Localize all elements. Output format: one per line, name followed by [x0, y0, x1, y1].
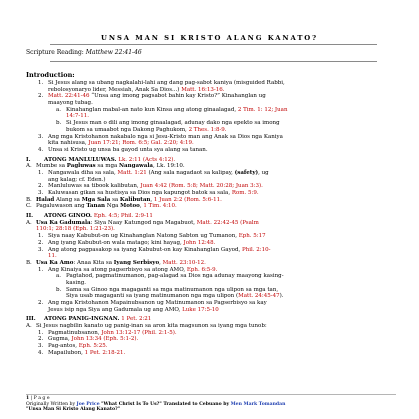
- intro-item-1: 1. Si Jesus alang sa ubang nagkalahi-lahi ang dang pag-sabot kaniya (misguided Rabbi,: [38, 80, 285, 86]
- footer-title: "Unsa Man Si Kristo Alang Kanato?": [26, 407, 121, 413]
- footer-credit: Originally Written by Joe Price "What Christ Is To Us?" Translated to Cebuano by Men Mark Tomandan: [26, 401, 286, 407]
- intro-heading: Introduction:: [26, 71, 75, 79]
- section-1-c: C. Pagaluwason ang Tanan Nga Motoo, 1 Tim. 4:10.: [26, 203, 177, 210]
- intro-item-2b: b. Si Jesus man o dili ang imong ginaalagad, adunay dako nga epekto sa imong: [56, 120, 280, 127]
- section-3-a-4: 4. Mapailubon, 1 Pet. 2:18-21.: [38, 349, 126, 356]
- intro-item-1-cont: rebolosyonaryo lider, Messiah, Anak Sa Dios...) Matt. 16:13-16.: [48, 86, 225, 93]
- scripture-reading: [26, 49, 142, 56]
- section-2-a-1: 1. Siya naay Kabubut-on ug Kinahanglan Natong Sabton ug Tumanon, Eph. 5:17: [38, 233, 266, 240]
- intro-item-3: 3. Ang mga Kristohanon nakabalo nga si Jesu-Kristo man ang Anak sa Dios nga Kaniya: [38, 133, 283, 140]
- section-2-a-3-cont: 11.: [48, 253, 57, 260]
- section-2-a-2: 2. Ang iyang Kabubut-on wala matago; kini hayag, John 12:48.: [38, 239, 216, 246]
- section-2-heading: II. ATONG GINOO. Eph. 4:5; Phil. 2:9-11: [26, 213, 153, 220]
- title-divider: [50, 44, 377, 45]
- intro-item-2: 2. Matt. 22:41-46 “Unsa ang imong pagsabot bahin kay Kristo?” Kinahanglan ug: [38, 93, 266, 100]
- section-1-a-1: 1. Nangawala diha sa sala, Matt. 1:21 (Ang sala nagadaot sa kalipay, (safety), ug: [38, 169, 269, 176]
- section-1-a-3: 3. Kaluwasan gikan sa hustisya sa Dios nga kapungot batok sa sala, Rom. 5:9.: [38, 190, 259, 196]
- section-2-b-1-b-cont: Siya usab magaganti sa iyang matinumanon nga mga ulipon (Matt. 24:45-47).: [66, 293, 284, 300]
- intro-item-3-cont: kita nahisusa, Juan 17:21; Rom. 6:5; Gal. 2:20; 4:19.: [48, 140, 194, 147]
- intro-item-2-cont: maayong tubag.: [48, 100, 93, 107]
- section-2-b-1-a: a. Pagtahod, pagmatinumanon, pag-alagad sa Dios nga adunay maayong kasing-: [56, 273, 284, 280]
- intro-item-2a-cont: 14:7-11.: [66, 113, 89, 120]
- section-3-a-2: 2. Gugma, John 13:34 (Eph. 5:1-2).: [38, 336, 139, 343]
- section-3-a-1: 1. Pagmatinubsanon, John 13:12-17 (Phil. 2:1-5).: [38, 329, 177, 336]
- scripture-reading-ref: Matthew 22:41-46: [85, 49, 142, 56]
- section-2-b-1-a-cont: kasing.: [66, 279, 87, 286]
- footer-page-number: 1 | P a g e: [26, 396, 50, 401]
- intro-item-2a: a. Kinahanglan mabal-an nato kun Kinsa ang atong ginaalagad, 2 Tim. 1: 12; Juan: [56, 106, 288, 113]
- section-2-b-2-cont: Jesus isip nga Siya ang Gadumala ug ang AMO, Luke 17:5-10: [48, 306, 219, 313]
- section-2-b-2: 2. Ang mga Kristohanon Mapainubsanon ug Matinumanon sa Pagserbisyo sa kay: [38, 300, 267, 306]
- section-1-heading: I. ATONG MANLULUWAS. Lk. 2:11 (Acts 4:12).: [26, 156, 176, 163]
- section-1-a: A. Mumbe sa Pagluwas sa mga Nangawala, Lk. 19:10.: [26, 163, 185, 170]
- reading-divider: [50, 61, 377, 62]
- section-2-a-3: 3. Ang atong pagpasakop sa iyang Kabubut-on kay Kinahanglan Gayod, Phil. 2:10-: [38, 246, 271, 253]
- section-2-a-cont: 110:1; 28:18 (Eph. 1:21-23).: [36, 226, 115, 233]
- section-3-a: A. Si Jesus nagbilin kanato ug panig-inan sa aron kita magsunon sa iyang mga tunob:: [26, 323, 267, 330]
- section-3-a-3: 3. Pag-antos, Eph. 5:25.: [38, 343, 108, 350]
- intro-item-2b-cont: bukom sa umaabot nga Dakong Paghukom, 2 Thes. 1:8-9.: [66, 126, 227, 133]
- section-1-b: B. Halad Alang sa Mga Sala sa Kalibutan, 1 Juan 2:2 (Rom. 5:6-11.: [26, 196, 222, 203]
- section-1-a-1-cont: ang kalag; cf. Eden.): [48, 176, 106, 183]
- page-footer: [26, 394, 396, 413]
- section-2-a: A. Usa Ka Gadumala: Siya Naay Katungod nga Magabuot, Matt. 22:42-45 (Psalm: [26, 219, 259, 226]
- section-1-a-2: 2. Manluluwas sa tibook kalibutan, Juan 4:42 (Rom. 5:8; Matt. 20:28; Juan 3:3).: [38, 183, 263, 190]
- section-2-b-1-b: b. Sama sa Ginoo nga magaganti sa mga matinumanon nga ulipon sa mga tan,: [56, 286, 279, 293]
- section-2-b: B. Usa Ka Amo: Anaa Kita sa Iyang Serbisyo, Matt. 23:10-12.: [26, 259, 206, 266]
- scripture-reading-label: Scripture Reading:: [26, 49, 86, 56]
- section-3-heading: III. ATONG PANIG-INGNAN. 1 Pet. 2:21: [26, 316, 152, 323]
- intro-item-4: 4. Unsa si Kristo ug unsa ba gayod unta sya alang sa tanan.: [38, 146, 208, 153]
- document-body: [26, 71, 392, 357]
- document-title: UNSA MAN SI KRISTO ALANG KANATO?: [101, 34, 318, 42]
- section-2-b-1: 1. Ang Kinaiya sa atong pagserbisyo sa atong AMO, Eph. 6:5-9.: [38, 266, 218, 273]
